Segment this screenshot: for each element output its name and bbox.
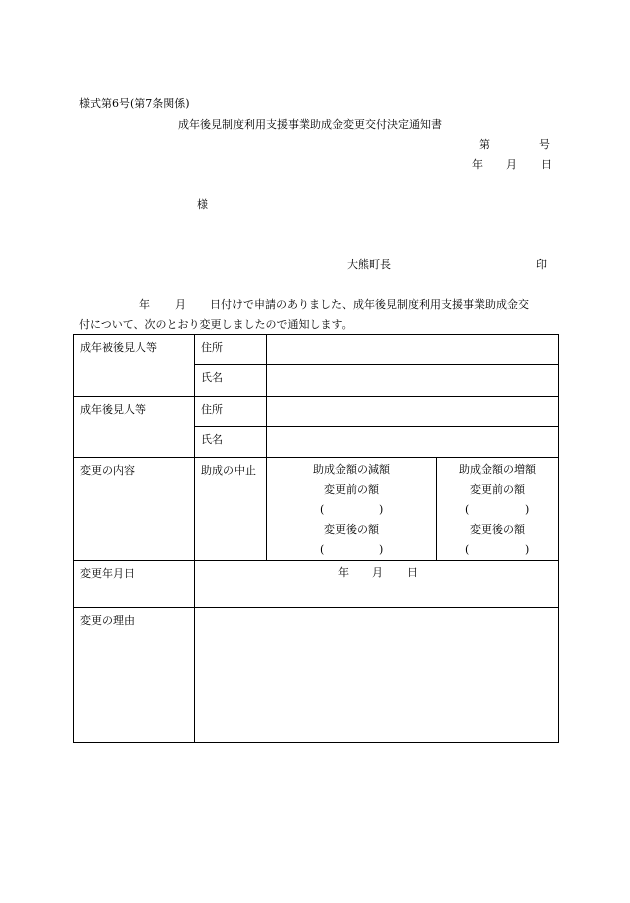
reduction-cell[interactable]	[267, 458, 437, 561]
change-date-field[interactable]	[195, 561, 559, 608]
change-label: 変更の内容	[74, 458, 195, 561]
increase-title: 助成金額の増額	[459, 463, 536, 476]
body-month: 月	[175, 298, 186, 311]
body-year: 年	[139, 298, 150, 311]
guardian-label: 成年後見人等	[74, 397, 195, 458]
addressee-honorific: 様	[197, 198, 208, 211]
form-number: 様式第6号(第7条関係)	[79, 97, 190, 110]
reduction-after-label: 変更後の額	[324, 523, 379, 536]
issue-date-day: 日	[541, 158, 552, 171]
increase-before-close: )	[525, 503, 530, 516]
reduction-before-open: (	[320, 503, 325, 516]
reduction-before-close: )	[379, 503, 384, 516]
issuer-name: 大熊町長	[347, 258, 391, 271]
ward-name-field[interactable]	[267, 365, 559, 397]
increase-after-close: )	[525, 543, 530, 556]
ward-name-label: 氏名	[195, 365, 267, 397]
reason-field[interactable]	[195, 608, 559, 743]
number-prefix: 第	[479, 138, 490, 151]
ward-label: 成年被後見人等	[74, 335, 195, 397]
guardian-name-label: 氏名	[195, 427, 267, 458]
increase-before-label: 変更前の額	[470, 483, 525, 496]
reduction-after-close: )	[379, 543, 384, 556]
change-date-label: 変更年月日	[74, 561, 195, 608]
body-line2: 付について、次のとおり変更しましたので通知します。	[79, 318, 353, 331]
guardian-address-label: 住所	[195, 397, 267, 427]
change-date-month: 月	[372, 566, 383, 579]
increase-after-label: 変更後の額	[470, 523, 525, 536]
change-date-day: 日	[407, 566, 418, 579]
increase-before-open: (	[465, 503, 470, 516]
seal-mark: 印	[536, 258, 547, 271]
increase-after-open: (	[465, 543, 470, 556]
change-cancel-option[interactable]: 助成の中止	[195, 458, 267, 561]
increase-cell[interactable]	[437, 458, 559, 561]
reduction-before-label: 変更前の額	[324, 483, 379, 496]
reason-label: 変更の理由	[74, 608, 195, 743]
reduction-after-open: (	[320, 543, 325, 556]
body-line1: 日付けで申請のありました、成年後見制度利用支援事業助成金交	[210, 298, 529, 311]
change-date-year: 年	[338, 566, 349, 579]
ward-address-field[interactable]	[267, 335, 559, 365]
document-title: 成年後見制度利用支援事業助成金変更交付決定通知書	[178, 118, 442, 131]
issue-date-month: 月	[506, 158, 517, 171]
number-suffix: 号	[539, 138, 550, 151]
guardian-address-field[interactable]	[267, 397, 559, 427]
ward-address-label: 住所	[195, 335, 267, 365]
issue-date-year: 年	[472, 158, 483, 171]
form-table	[73, 334, 559, 743]
guardian-name-field[interactable]	[267, 427, 559, 458]
reduction-title: 助成金額の減額	[313, 463, 390, 476]
